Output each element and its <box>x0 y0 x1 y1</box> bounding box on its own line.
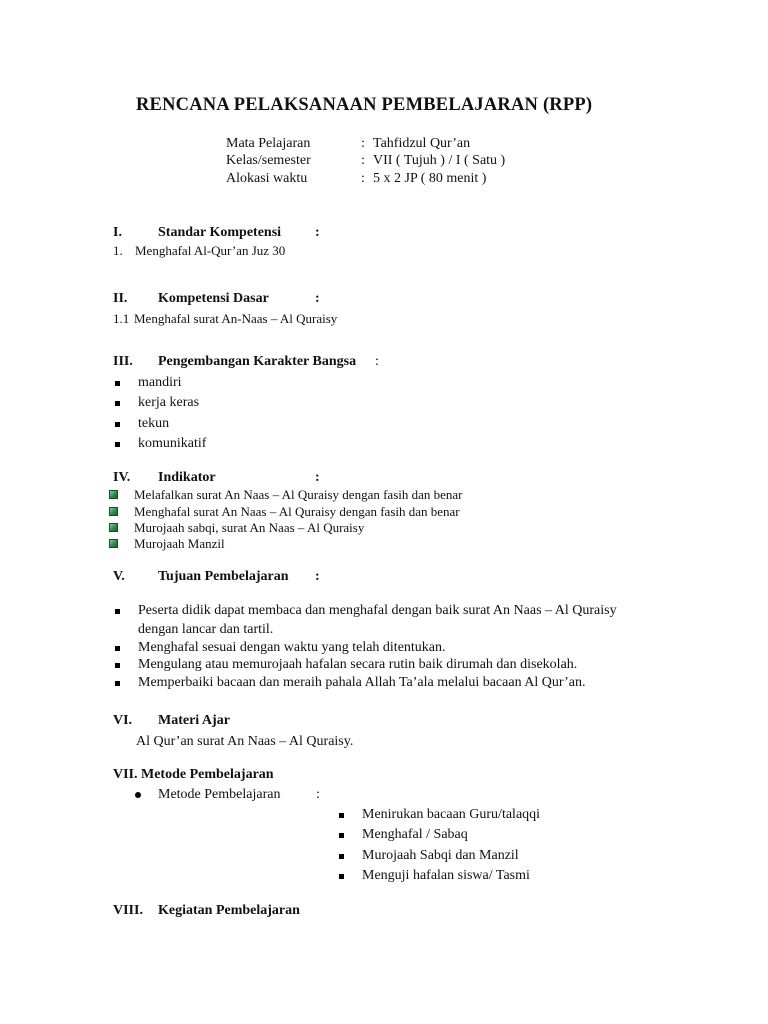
info-label: Kelas/semester <box>226 153 311 168</box>
bullet-square-icon <box>339 833 344 838</box>
bullet-square-icon <box>115 401 120 406</box>
bullet-square-icon <box>115 381 120 386</box>
section-number: V. <box>113 569 125 584</box>
bullet-square-icon <box>339 854 344 859</box>
list-item: Menghafal surat An-Naas – Al Quraisy <box>134 311 338 326</box>
section-number: VI. <box>113 713 133 728</box>
green-bullet-icon <box>109 490 118 499</box>
info-value: VII ( Tujuh ) / I ( Satu ) <box>373 153 506 168</box>
section-heading: Tujuan Pembelajaran <box>158 569 289 584</box>
list-item: tekun <box>138 416 170 431</box>
list-item: Murojaah Manzil <box>134 536 225 551</box>
bullet-square-icon <box>339 874 344 879</box>
list-item: kerja keras <box>138 395 200 410</box>
list-item: Menirukan bacaan Guru/talaqqi <box>362 807 541 822</box>
section-heading: Pengembangan Karakter Bangsa <box>158 354 357 369</box>
section-colon: : <box>315 470 320 485</box>
section-heading: Indikator <box>158 470 216 485</box>
info-separator: : <box>361 153 365 168</box>
section-colon: : <box>315 291 320 306</box>
bullet-dot-icon <box>135 792 141 798</box>
green-bullet-icon <box>109 523 118 532</box>
info-value: Tahfidzul Qur’an <box>373 136 471 151</box>
list-item: Melafalkan surat An Naas – Al Quraisy dengan fasih dan benar <box>134 487 463 502</box>
sub-colon: : <box>316 787 320 802</box>
list-item: mandiri <box>138 375 182 390</box>
info-label: Alokasi waktu <box>226 171 308 186</box>
list-item-number: 1.1 <box>113 311 130 326</box>
section-heading: Materi Ajar <box>158 713 230 728</box>
green-bullet-icon <box>109 539 118 548</box>
bullet-square-icon <box>115 442 120 447</box>
list-item-continuation: dengan lancar dan tartil. <box>138 622 274 637</box>
info-separator: : <box>361 171 365 186</box>
list-item: Menghafal sesuai dengan waktu yang telah ditentukan. <box>138 640 446 655</box>
list-item-number: 1. <box>113 243 123 258</box>
green-bullet-icon <box>109 507 118 516</box>
list-item: Menguji hafalan siswa/ Tasmi <box>362 868 530 883</box>
section-heading: Standar Kompetensi <box>158 225 282 240</box>
list-item: Menghafal surat An Naas – Al Quraisy dengan fasih dan benar <box>134 504 460 519</box>
list-item: Murojaah sabqi, surat An Naas – Al Quraisy <box>134 520 365 535</box>
section-heading: VII. Metode Pembelajaran <box>113 767 274 782</box>
section-colon: : <box>375 354 379 369</box>
bullet-square-icon <box>115 422 120 427</box>
section-colon: : <box>315 225 320 240</box>
section-number: I. <box>113 225 122 240</box>
list-item: Mengulang atau memurojaah hafalan secara rutin baik dirumah dan disekolah. <box>138 657 578 672</box>
bullet-square-icon <box>115 646 120 651</box>
section-number: II. <box>113 291 128 306</box>
info-value: 5 x 2 JP ( 80 menit ) <box>373 171 487 186</box>
list-item: Menghafal Al-Qur’an Juz 30 <box>135 243 286 258</box>
bullet-square-icon <box>115 681 120 686</box>
bullet-square-icon <box>339 813 344 818</box>
section-heading: Kegiatan Pembelajaran <box>158 903 300 918</box>
document-title: RENCANA PELAKSANAAN PEMBELAJARAN (RPP) <box>136 95 593 115</box>
bullet-square-icon <box>115 609 120 614</box>
section-heading: Kompetensi Dasar <box>158 291 269 306</box>
sub-label: Metode Pembelajaran <box>158 787 281 802</box>
section-number: III. <box>113 354 133 369</box>
list-item: Murojaah Sabqi dan Manzil <box>362 848 519 863</box>
section-number: VIII. <box>113 903 143 918</box>
section-number: IV. <box>113 470 131 485</box>
section-text: Al Qur’an surat An Naas – Al Quraisy. <box>136 734 354 749</box>
section-colon: : <box>315 569 320 584</box>
info-separator: : <box>361 136 365 151</box>
list-item: Menghafal / Sabaq <box>362 827 468 842</box>
bullet-square-icon <box>115 663 120 668</box>
info-label: Mata Pelajaran <box>226 136 311 151</box>
list-item: Peserta didik dapat membaca dan menghafal dengan baik surat An Naas – Al Quraisy <box>138 603 617 618</box>
list-item: komunikatif <box>138 436 207 451</box>
list-item: Memperbaiki bacaan dan meraih pahala Allah Ta’ala melalui bacaan Al Qur’an. <box>138 675 586 690</box>
